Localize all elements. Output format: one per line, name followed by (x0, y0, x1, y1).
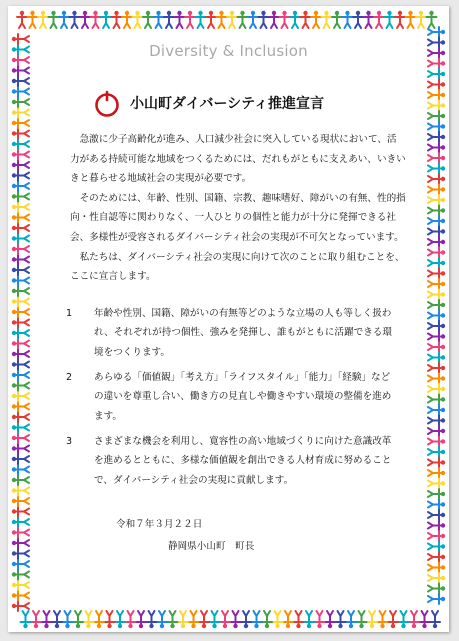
person-icon (428, 153, 445, 163)
person-icon (12, 454, 29, 464)
person-icon (12, 213, 29, 223)
person-icon (122, 11, 132, 28)
person-icon (428, 573, 445, 583)
person-icon (428, 185, 445, 195)
person-icon (157, 611, 167, 628)
person-icon (428, 279, 445, 289)
person-icon (262, 611, 272, 628)
person-icon (322, 11, 332, 28)
person-icon (430, 611, 440, 628)
person-icon (388, 611, 398, 628)
person-icon (12, 202, 29, 212)
person-icon (12, 475, 29, 485)
person-icon (12, 307, 29, 317)
person-icon (428, 143, 445, 153)
person-icon (428, 437, 445, 447)
person-icon (12, 160, 29, 170)
person-icon (12, 601, 29, 611)
person-icon (269, 11, 279, 28)
person-icon (283, 611, 293, 628)
person-icon (367, 611, 377, 628)
person-icon (399, 611, 409, 628)
person-icon (133, 11, 143, 28)
person-icon (428, 300, 445, 310)
signature: 静岡県小山町 町長 (168, 541, 255, 552)
person-icon (409, 611, 419, 628)
intro-paragraph: 私たちは、ダイバーシティ社会の実現に向けて次のことに取り組むことを、ここに宣言します。 (70, 251, 405, 283)
person-icon (12, 150, 29, 160)
person-icon (59, 11, 69, 28)
person-icon (428, 164, 445, 174)
person-icon (12, 381, 29, 391)
person-icon (428, 59, 445, 69)
person-icon (12, 87, 29, 97)
person-icon (416, 11, 426, 28)
person-icon (12, 538, 29, 548)
person-icon (175, 11, 185, 28)
person-icon (290, 11, 300, 28)
person-icon (428, 395, 445, 405)
person-icon (428, 132, 445, 142)
intro-paragraph: 急激に少子高齢化が進み、人口減少社会に突入している現状において、活力がある持続可能な地域をつくるためには、だれもがともに支えあい、いきいきと暮らせる地域社会の実現が必要です。 (70, 134, 406, 185)
person-icon (428, 416, 445, 426)
person-icon (364, 11, 374, 28)
declaration-item (66, 432, 394, 490)
town-emblem-icon (94, 90, 120, 118)
person-icon (428, 500, 445, 510)
person-icon (428, 426, 445, 436)
person-icon (12, 423, 29, 433)
person-icon (38, 11, 48, 28)
person-icon (12, 255, 29, 265)
person-icon (101, 11, 111, 28)
person-icon (12, 234, 29, 244)
person-icon (428, 594, 445, 604)
person-icon (12, 244, 29, 254)
person-icon (199, 611, 209, 628)
person-icon (80, 11, 90, 28)
person-icon (428, 216, 445, 226)
person-icon (126, 611, 136, 628)
person-icon (428, 195, 445, 205)
person-icon (357, 611, 367, 628)
person-icon (428, 468, 445, 478)
person-icon (428, 531, 445, 541)
person-icon (428, 342, 445, 352)
person-icon (301, 11, 311, 28)
person-icon (12, 412, 29, 422)
person-icon (428, 563, 445, 573)
person-icon (428, 227, 445, 237)
person-icon (12, 559, 29, 569)
person-icon (12, 297, 29, 307)
person-icon (94, 611, 104, 628)
person-icon (273, 611, 283, 628)
person-icon (428, 80, 445, 90)
person-icon (428, 384, 445, 394)
person-icon (395, 11, 405, 28)
person-icon (238, 11, 248, 28)
person-icon (406, 11, 416, 28)
person-icon (428, 321, 445, 331)
person-icon (252, 611, 262, 628)
person-icon (248, 11, 258, 28)
declaration-item (66, 368, 394, 426)
intro-paragraph: そのためには、年齢、性別、国籍、宗教、趣味嗜好、障がいの有無、性的指向・性自認等に関わりなく、一人ひとりの個性と能力が十分に発揮できる社会、多様性が受容されるダイバーシティ社会の実現が不可欠となっています。 (70, 192, 406, 243)
person-icon (136, 611, 146, 628)
person-icon (49, 11, 59, 28)
person-icon (12, 76, 29, 86)
person-icon (12, 129, 29, 139)
person-icon (378, 611, 388, 628)
declaration-item (66, 304, 394, 362)
person-icon (84, 611, 94, 628)
person-icon (189, 611, 199, 628)
person-icon (12, 465, 29, 475)
person-icon (428, 479, 445, 489)
person-icon (332, 11, 342, 28)
person-icon (427, 11, 437, 28)
document-page (8, 6, 449, 632)
subtitle: Diversity & Inclusion (149, 42, 308, 60)
person-icon (311, 11, 321, 28)
person-icon (12, 528, 29, 538)
declaration-text: あらゆる「価値観」「考え方」「ライフスタイル」「能力」「経験」などの違いを尊重し合い、働き方の見直しや働きやすい環境の整備を進めます。 (94, 372, 392, 422)
person-icon (12, 370, 29, 380)
person-icon (336, 611, 346, 628)
person-icon (428, 290, 445, 300)
person-icon (196, 11, 206, 28)
person-icon (280, 11, 290, 28)
person-icon (12, 318, 29, 328)
person-icon (12, 591, 29, 601)
person-icon (185, 11, 195, 28)
person-icon (12, 181, 29, 191)
person-icon (428, 69, 445, 79)
person-icon (112, 11, 122, 28)
person-icon (12, 517, 29, 527)
intro-section (70, 130, 406, 287)
person-icon (353, 11, 363, 28)
person-icon (12, 339, 29, 349)
person-icon (428, 447, 445, 457)
person-icon (220, 611, 230, 628)
person-icon (12, 139, 29, 149)
person-icon (428, 510, 445, 520)
person-icon (12, 580, 29, 590)
person-icon (315, 611, 325, 628)
person-icon (28, 11, 38, 28)
person-icon (12, 391, 29, 401)
person-icon (12, 349, 29, 359)
page-title: 小山町ダイバーシティ推進宣言 (130, 96, 325, 112)
person-icon (12, 223, 29, 233)
person-icon (12, 496, 29, 506)
person-icon (168, 611, 178, 628)
person-icon (343, 11, 353, 28)
person-icon (428, 552, 445, 562)
person-icon (12, 402, 29, 412)
person-icon (428, 237, 445, 247)
person-icon (420, 611, 430, 628)
person-icon (428, 405, 445, 415)
person-icon (12, 171, 29, 181)
person-icon (206, 11, 216, 28)
person-icon (428, 269, 445, 279)
person-icon (231, 611, 241, 628)
person-icon (143, 11, 153, 28)
person-icon (105, 611, 115, 628)
person-icon (428, 332, 445, 342)
declaration-text: 年齢や性別、国籍、障がいの有無等どのような立場の人も等しく扱われ、それぞれが持つ個性、強みを発揮し、誰もがともに活躍できる環境をつくります。 (94, 308, 392, 358)
person-icon (42, 611, 52, 628)
person-icon (154, 11, 164, 28)
person-icon (428, 206, 445, 216)
declaration-number: 2 (66, 372, 73, 383)
person-icon (91, 11, 101, 28)
person-icon (428, 27, 445, 37)
person-icon (12, 433, 29, 443)
person-icon (374, 11, 384, 28)
person-icon (147, 611, 157, 628)
person-icon (115, 611, 125, 628)
person-icon (12, 570, 29, 580)
person-icon (385, 11, 395, 28)
person-icon (428, 311, 445, 321)
person-icon (428, 174, 445, 184)
person-icon (428, 584, 445, 594)
person-icon (259, 11, 269, 28)
person-icon (428, 521, 445, 531)
person-icon (304, 611, 314, 628)
person-icon (428, 374, 445, 384)
person-icon (428, 258, 445, 268)
person-icon (428, 248, 445, 258)
person-icon (31, 611, 41, 628)
person-icon (12, 97, 29, 107)
person-icon (428, 542, 445, 552)
person-icon (428, 353, 445, 363)
person-icon (70, 11, 80, 28)
person-icon (178, 611, 188, 628)
person-icon (346, 611, 356, 628)
declaration-date: 令和７年３月２２日 (116, 519, 203, 530)
declaration-text: さまざまな機会を利用し、寛容性の高い地域づくりに向けた意識改革を進めるとともに、多様な価値観を創出できる人材育成に努めることで、ダイバーシティ社会の実現に貢献します。 (94, 436, 392, 486)
person-icon (12, 118, 29, 128)
person-icon (12, 286, 29, 296)
person-icon (12, 276, 29, 286)
person-icon (428, 122, 445, 132)
person-icon (325, 611, 335, 628)
person-icon (164, 11, 174, 28)
person-icon (12, 444, 29, 454)
person-icon (12, 328, 29, 338)
person-icon (12, 549, 29, 559)
person-icon (21, 611, 31, 628)
declaration-number: 1 (66, 308, 73, 319)
person-icon (12, 66, 29, 76)
person-icon (428, 363, 445, 373)
person-icon (428, 489, 445, 499)
person-icon (52, 611, 62, 628)
person-icon (227, 11, 237, 28)
person-icon (12, 265, 29, 275)
declaration-number: 3 (66, 436, 73, 447)
person-icon (12, 360, 29, 370)
person-icon (63, 611, 73, 628)
person-icon (12, 108, 29, 118)
person-icon (73, 611, 83, 628)
person-icon (294, 611, 304, 628)
person-icon (428, 101, 445, 111)
person-icon (428, 90, 445, 100)
person-icon (428, 111, 445, 121)
person-icon (217, 11, 227, 28)
person-icon (210, 611, 220, 628)
person-icon (12, 507, 29, 517)
person-icon (241, 611, 251, 628)
person-icon (428, 458, 445, 468)
person-icon (17, 11, 27, 28)
person-icon (12, 486, 29, 496)
person-icon (12, 192, 29, 202)
